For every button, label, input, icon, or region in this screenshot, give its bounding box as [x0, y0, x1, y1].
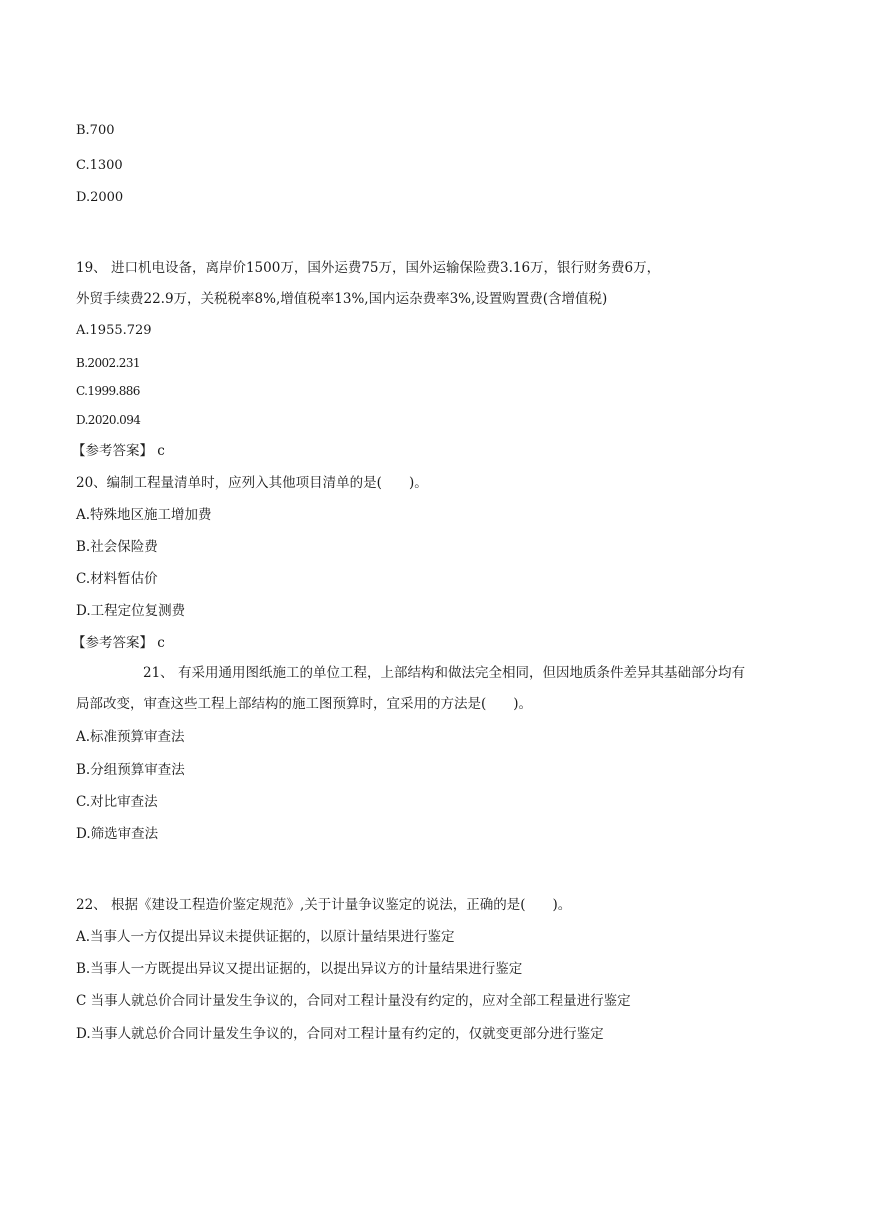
- q22-stem: 22、 根据《建设工程造价鉴定规范》,关于计量争议鉴定的说法，正确的是( )。: [76, 897, 572, 913]
- q20-option-d: D.工程定位复测费: [76, 603, 186, 619]
- q21-stem-line2: 局部改变，审查这些工程上部结构的施工图预算时，宜采用的方法是( )。: [76, 696, 533, 712]
- q20-option-b: B.社会保险费: [76, 539, 158, 555]
- q22-option-a: A.当事人一方仅提出异议未提供证据的，以原计量结果进行鉴定: [76, 929, 455, 945]
- q22-option-b: B.当事人一方既提出异议又提出证据的，以提出异议方的计量结果进行鉴定: [76, 961, 523, 977]
- q19-option-b: B.2002.231: [76, 356, 140, 370]
- q21-option-a: A.标准预算审查法: [76, 729, 185, 745]
- q21-option-b: B.分组预算审查法: [76, 762, 185, 778]
- q21-option-d: D.筛选审查法: [76, 826, 159, 842]
- q21-option-c: C.对比审查法: [76, 794, 158, 810]
- q21-stem-line1: 21、 有采用通用图纸施工的单位工程，上部结构和做法完全相同，但因地质条件差异其基础部分均有: [143, 665, 745, 681]
- q22-option-c: C 当事人就总价合同计量发生争议的，合同对工程计量没有约定的，应对全部工程量进行鉴定: [76, 993, 631, 1009]
- q19-stem-line1: 19、 进口机电设备，离岸价1500万，国外运费75万，国外运输保险费3.16万，银行财务费6万，: [76, 260, 661, 276]
- q18-option-d: D.2000: [76, 190, 124, 205]
- q19-option-c: C.1999.886: [76, 384, 140, 398]
- q19-stem-line2: 外贸手续费22.9万，关税税率8%,增值税率13%,国内运杂费率3%,设置购置费(含增值税): [76, 291, 608, 307]
- q18-option-c: C.1300: [76, 158, 123, 173]
- q19-option-a: A.1955.729: [76, 323, 152, 338]
- q20-answer: 【参考答案】 c: [72, 635, 165, 651]
- q22-option-d: D.当事人就总价合同计量发生争议的，合同对工程计量有约定的，仅就变更部分进行鉴定: [76, 1026, 604, 1042]
- q18-option-b: B.700: [76, 123, 115, 138]
- q20-option-a: A.特殊地区施工增加费: [76, 507, 212, 523]
- q19-option-d: D.2020.094: [76, 413, 141, 427]
- q20-stem: 20、编制工程量清单时，应列入其他项目清单的是( )。: [76, 475, 428, 491]
- q19-answer: 【参考答案】 c: [72, 443, 165, 459]
- q20-option-c: C.材料暂估价: [76, 571, 158, 587]
